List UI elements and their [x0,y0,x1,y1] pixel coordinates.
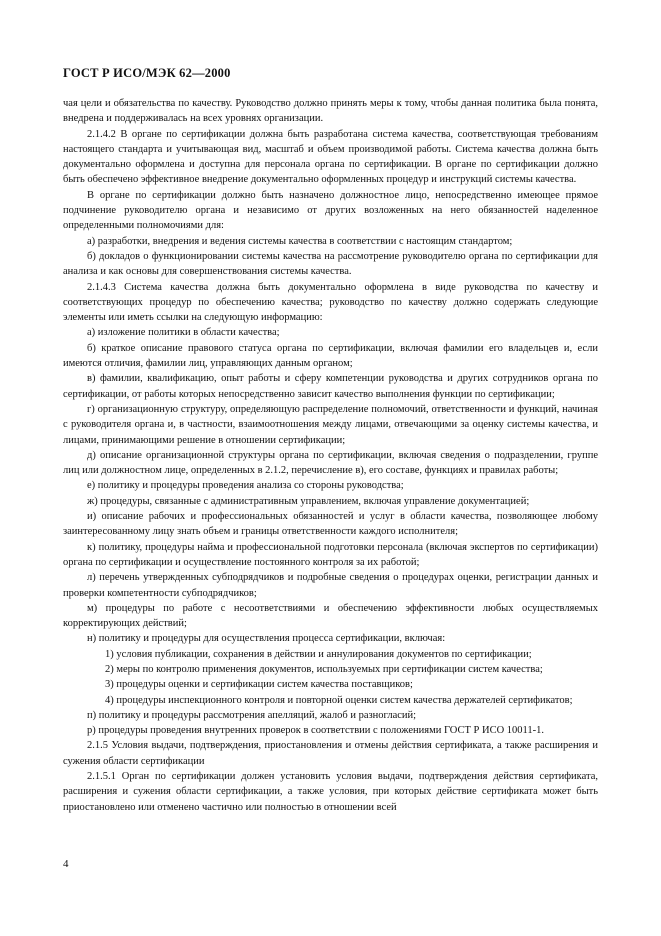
paragraph: а) изложение политики в области качества; [87,327,280,339]
paragraph: д) описание организационной структуры органа по сертификации, включая сведения о подразделении, группе лиц или должностном лице, определенных в 2.1.2, перечисление в), его составе, функциях и правилах работы; [63,449,598,477]
paragraph: 4) процедуры инспекционного контроля и повторной оценки систем качества держателей сертификатов; [105,694,573,706]
paragraph: 2.1.4.3 Система качества должна быть документально оформлена в виде руководства по качеству и соответствующих процедур по обеспечению качества; руководство по качеству должно содержать следующие элементы или иметь ссылки на следующую информацию: [63,281,598,324]
paragraph: а) разработки, внедрения и ведения системы качества в соответствии с настоящим стандартом; [87,235,513,247]
paragraph: г) организационную структуру, определяющую распределение полномочий, ответственности и функций, начиная с руководителя органа и, в частности, взаимоотношения между лицами, отвечающими за оценку системы качества, и лицами, принимающими решение в отношении сертификации; [63,403,598,446]
paragraph: чая цели и обязательства по качеству. Руководство должно принять меры к тому, чтобы данная политика была понята, внедрена и поддерживалась на всех уровнях организации. [63,98,598,125]
page-number: 4 [63,858,69,870]
paragraph: 2.1.4.2 В органе по сертификации должна быть разработана система качества, соответствующая требованиям настоящего стандарта и учитывающая вид, масштаб и объем производимой работы. Система качества должна быть документально оформлена и доступна для персонала органа по сертификации. В органе по сертификации должно быть обеспечено эффективное внедрение документально оформленных процедур и инструкций системы качества. [63,128,598,186]
paragraph: 2) меры по контролю применения документов, используемых при сертификации систем качества; [105,663,543,675]
paragraph: л) перечень утвержденных субподрядчиков и подробные сведения о процедурах оценки, регистрации данных и проверки компетентности субподрядчиков; [63,572,598,599]
paragraph: е) политику и процедуры проведения анализа со стороны руководства; [87,480,404,492]
document-header: ГОСТ Р ИСО/МЭК 62—2000 [63,66,231,80]
paragraph: и) описание рабочих и профессиональных обязанностей и услуг в области качества, позволяющее любому заинтересованному лицу знать объем и границы ответственности каждого исполнителя; [63,511,598,538]
paragraph: В органе по сертификации должно быть назначено должностное лицо, непосредственно имеющее прямое подчинение руководителю органа и независимо от других возложенных на него обязанностей наделенное определенными полномочиями для: [63,189,598,232]
paragraph: в) фамилии, квалификацию, опыт работы и сферу компетенции руководства и других сотрудников органа по сертификации, от работы которых непосредственно зависит качество выполнения функции по сертификации; [63,373,598,400]
paragraph: р) процедуры проведения внутренних проверок в соответствии с положениями ГОСТ Р ИСО 10011-1. [87,725,545,737]
paragraph: 2.1.5.1 Орган по сертификации должен установить условия выдачи, подтверждения действия сертификата, расширения и сужения области сертификации, а также условия, при которых действие сертификата может быть приостановлено или отменено частично или полностью в отношении всей [63,771,598,813]
paragraph: 2.1.5 Условия выдачи, подтверждения, приостановления и отмены действия сертификата, а также расширения и сужения области сертификации [63,740,598,767]
paragraph: н) политику и процедуры для осуществления процесса сертификации, включая: [87,633,446,645]
paragraph: 1) условия публикации, сохранения в действии и аннулирования документов по сертификации; [105,648,532,660]
document-body [63,96,598,815]
paragraph: п) политику и процедуры рассмотрения апелляций, жалоб и разногласий; [87,709,417,721]
paragraph: б) докладов о функционировании системы качества на рассмотрение руководителю органа по сертификации для анализа и как основы для совершенствования системы качества. [63,250,598,278]
paragraph: б) краткое описание правового статуса органа по сертификации, включая фамилии его владельцев и, если имеются отличия, фамилии лиц, управляющих данным органом; [63,342,598,370]
paragraph: м) процедуры по работе с несоответствиями и обеспечению эффективности любых осуществляемых корректирующих действий; [63,602,598,630]
paragraph: к) политику, процедуры найма и профессиональной подготовки персонала (включая экспертов по сертификации) органа по сертификации и осуществление постоянного контроля за их работой; [63,541,598,568]
paragraph: 3) процедуры оценки и сертификации систем качества поставщиков; [105,679,413,691]
paragraph: ж) процедуры, связанные с административным управлением, включая управление документацией; [87,495,530,507]
